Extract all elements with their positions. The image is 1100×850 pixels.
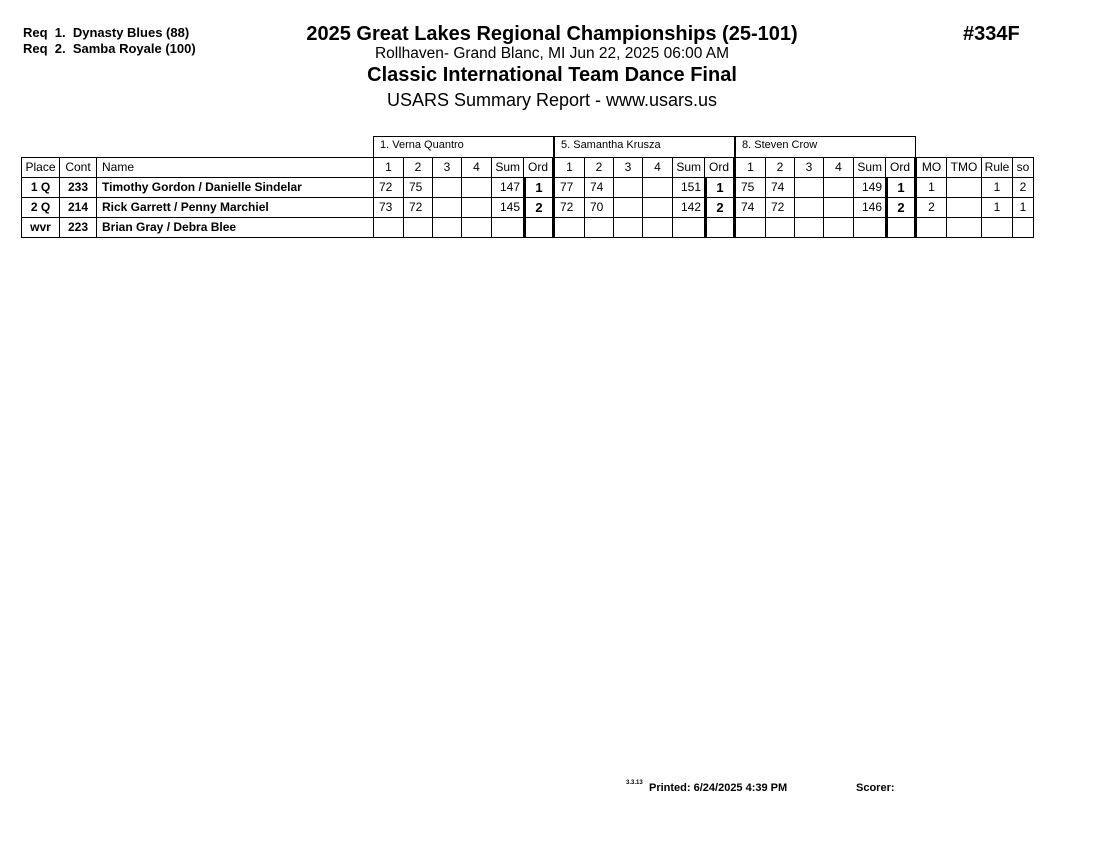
score-3 [432,197,462,218]
score-4 [642,177,673,198]
score-subheader: 3 [794,157,824,178]
score-3 [613,217,643,238]
score-4 [642,197,673,218]
score-1: 74 [735,197,766,218]
score-3 [794,197,824,218]
so-cell: 2 [1012,177,1034,198]
request-2: Req 2. Samba Royale (100) [23,41,196,56]
ordinal: 1 [704,177,736,198]
score-4 [461,197,492,218]
ordinal [885,217,917,238]
competition-title: 2025 Great Lakes Regional Championships (25-101) [306,23,798,45]
score-2 [403,217,433,238]
rule-cell [981,217,1013,238]
score-3 [794,217,824,238]
location-line: Rollhaven- Grand Blanc, MI Jun 22, 2025 06:00 AM [374,45,730,62]
column-header: TMO [946,157,982,178]
score-sum: 149 [853,177,886,198]
report-name: USARS Summary Report - www.usars.us [386,90,718,110]
score-2: 74 [765,177,795,198]
score-subheader: 1 [373,157,404,178]
so-cell [1012,217,1034,238]
printed-timestamp: Printed: 6/24/2025 4:39 PM [649,782,788,794]
score-3 [432,217,462,238]
so-cell: 1 [1012,197,1034,218]
score-subheader: 4 [461,157,492,178]
ordinal: 2 [523,197,555,218]
score-sum: 142 [672,197,705,218]
score-subheader: 2 [403,157,433,178]
score-4 [461,217,492,238]
score-1: 72 [373,177,404,198]
event-number: #334F [963,23,1020,45]
team-name: Timothy Gordon / Danielle Sindelar [96,177,374,198]
score-1 [554,217,585,238]
score-4 [823,217,854,238]
score-subheader: Ord [885,157,917,178]
score-2: 72 [765,197,795,218]
score-4 [461,177,492,198]
score-2: 75 [403,177,433,198]
column-header: so [1012,157,1034,178]
score-subheader: Ord [704,157,736,178]
ordinal: 1 [523,177,555,198]
score-3 [613,177,643,198]
score-sum [672,217,705,238]
judge-header: 8. Steven Crow [735,136,916,158]
score-sum [491,217,524,238]
mo-cell: 2 [916,197,947,218]
score-3 [613,197,643,218]
score-subheader: Sum [672,157,705,178]
score-2 [584,217,614,238]
ordinal: 2 [704,197,736,218]
score-1: 75 [735,177,766,198]
score-2 [765,217,795,238]
score-subheader: 1 [554,157,585,178]
column-header: MO [916,157,947,178]
software-version: 3.3.13 [626,780,643,786]
contestant-number: 233 [59,177,97,198]
score-sum [853,217,886,238]
tmo-cell [946,177,982,198]
team-name: Brian Gray / Debra Blee [96,217,374,238]
rule-cell: 1 [981,197,1013,218]
score-3 [432,177,462,198]
score-subheader: 2 [584,157,614,178]
score-subheader: Ord [523,157,555,178]
mo-cell: 1 [916,177,947,198]
score-3 [794,177,824,198]
score-4 [642,217,673,238]
score-sum: 147 [491,177,524,198]
score-sum: 146 [853,197,886,218]
event-name: Classic International Team Dance Final [367,64,737,86]
column-header: Name [96,157,374,178]
tmo-cell [946,197,982,218]
place-cell: wvr [21,217,60,238]
score-sum: 145 [491,197,524,218]
score-1: 73 [373,197,404,218]
score-1 [735,217,766,238]
score-2: 70 [584,197,614,218]
team-name: Rick Garrett / Penny Marchiel [96,197,374,218]
score-2: 72 [403,197,433,218]
request-1: Req 1. Dynasty Blues (88) [23,25,190,40]
ordinal [704,217,736,238]
score-4 [823,177,854,198]
score-subheader: 4 [642,157,673,178]
score-2: 74 [584,177,614,198]
rule-cell: 1 [981,177,1013,198]
score-1 [373,217,404,238]
score-subheader: 4 [823,157,854,178]
score-subheader: 2 [765,157,795,178]
mo-cell [916,217,947,238]
score-subheader: 3 [613,157,643,178]
ordinal [523,217,555,238]
score-1: 72 [554,197,585,218]
contestant-number: 223 [59,217,97,238]
tmo-cell [946,217,982,238]
score-subheader: Sum [491,157,524,178]
score-subheader: 3 [432,157,462,178]
place-cell: 1 Q [21,177,60,198]
judge-header: 1. Verna Quantro [373,136,554,158]
score-4 [823,197,854,218]
place-cell: 2 Q [21,197,60,218]
score-sum: 151 [672,177,705,198]
score-subheader: Sum [853,157,886,178]
ordinal: 2 [885,197,917,218]
score-1: 77 [554,177,585,198]
column-header: Place [21,157,60,178]
score-subheader: 1 [735,157,766,178]
column-header: Cont [59,157,97,178]
scorer-label: Scorer: [856,782,895,794]
ordinal: 1 [885,177,917,198]
contestant-number: 214 [59,197,97,218]
column-header: Rule [981,157,1013,178]
judge-header: 5. Samantha Krusza [554,136,735,158]
